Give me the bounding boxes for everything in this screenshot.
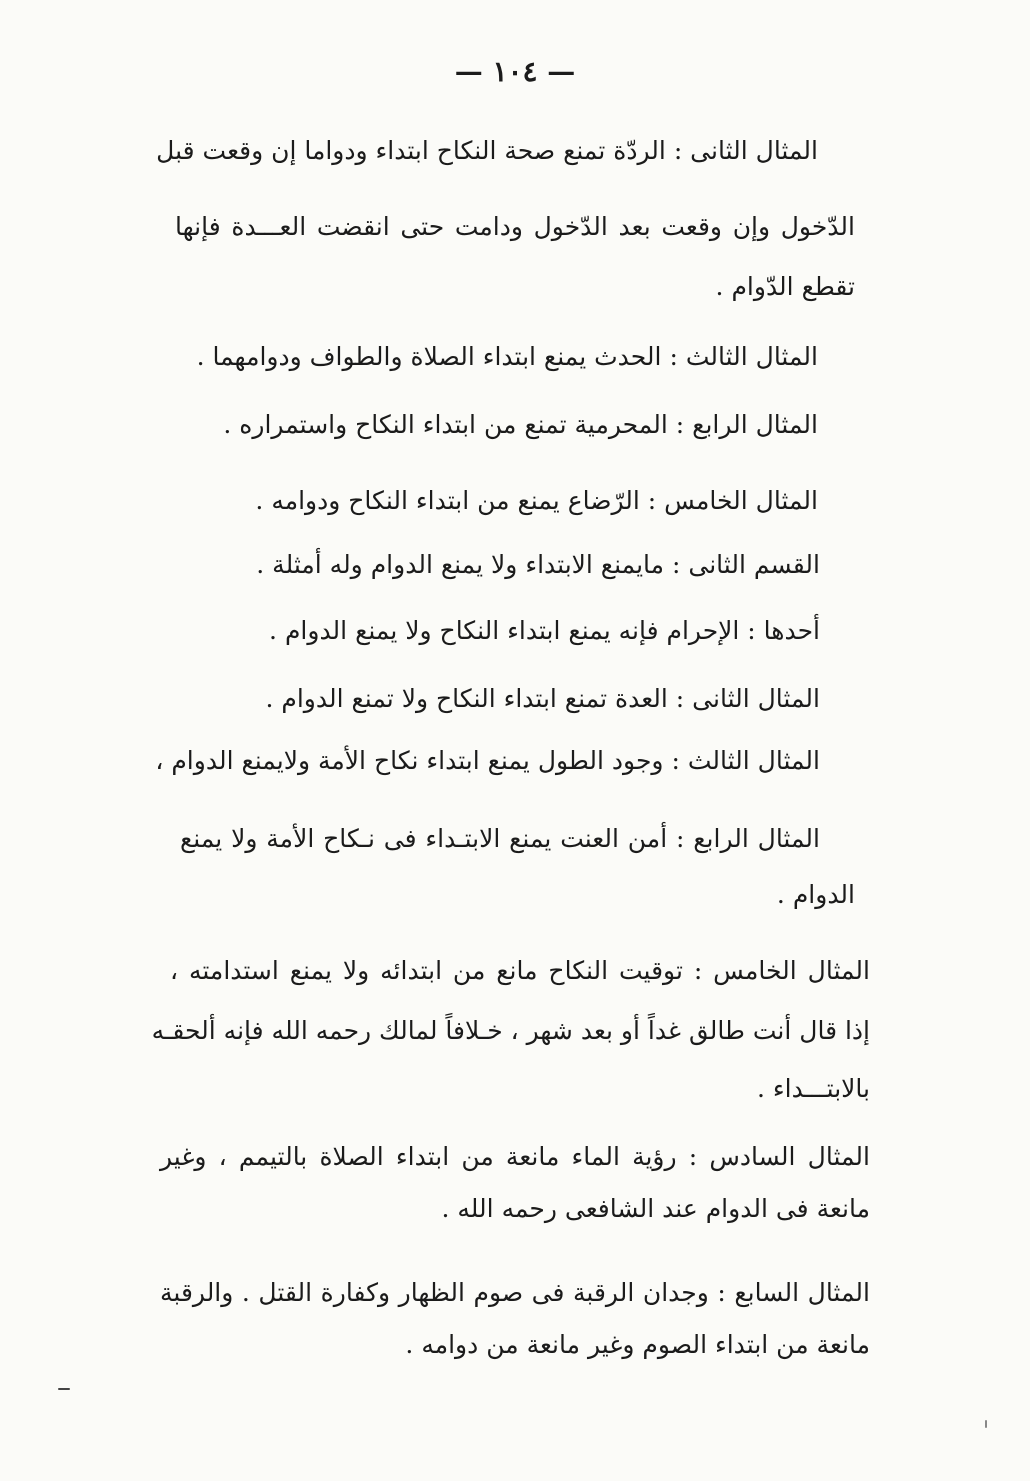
text-line-4: المثال الثالث : الحدث يمنع ابتداء الصلاة والطواف ودوامهما . xyxy=(196,342,818,371)
scan-speck xyxy=(985,1420,987,1428)
text-line-2: الدّخول وإن وقعت بعد الدّخول ودامت حتى انقضت العـــدة فإنها xyxy=(175,212,855,241)
text-line-17: مانعة فى الدوام عند الشافعى رحمه الله . xyxy=(441,1194,870,1223)
text-line-5: المثال الرابع : المحرمية تمنع من ابتداء النكاح واستمراره . xyxy=(223,410,818,439)
text-line-14: إذا قال أنت طالق غداً أو بعد شهر ، خـلافاً لمالك رحمه الله فإنه ألحقـه xyxy=(151,1016,870,1045)
text-line-15: بالابتـــداء . xyxy=(756,1074,870,1103)
text-line-8: أحدها : الإحرام فإنه يمنع ابتداء النكاح ولا يمنع الدوام . xyxy=(269,616,820,645)
text-line-11: المثال الرابع : أمن العنت يمنع الابتـداء فى نـكاح الأمة ولا يمنع xyxy=(180,824,820,853)
text-line-18: المثال السابع : وجدان الرقبة فى صوم الظهار وكفارة القتل . والرقبة xyxy=(160,1278,870,1307)
text-line-1: المثال الثانى : الردّة تمنع صحة النكاح ابتداء ودواما إن وقعت قبل xyxy=(156,136,818,165)
text-line-7: القسم الثانى : مايمنع الابتداء ولا يمنع الدوام وله أمثلة . xyxy=(256,550,820,579)
text-line-9: المثال الثانى : العدة تمنع ابتداء النكاح ولا تمنع الدوام . xyxy=(265,684,820,713)
text-line-10: المثال الثالث : وجود الطول يمنع ابتداء نكاح الأمة ولايمنع الدوام ، xyxy=(155,746,820,775)
text-line-12: الدوام . xyxy=(776,880,855,909)
text-line-13: المثال الخامس : توقيت النكاح مانع من ابتدائه ولا يمنع استدامته ، xyxy=(170,956,870,985)
scan-speck xyxy=(58,1388,70,1390)
page-number: — ١٠٤ — xyxy=(454,55,576,88)
text-line-3: تقطع الدّوام . xyxy=(715,272,855,301)
text-line-6: المثال الخامس : الرّضاع يمنع من ابتداء النكاح ودوامه . xyxy=(255,486,818,515)
text-line-16: المثال السادس : رؤية الماء مانعة من ابتداء الصلاة بالتيمم ، وغير xyxy=(160,1142,870,1171)
text-line-19: مانعة من ابتداء الصوم وغير مانعة من دوامه . xyxy=(405,1330,870,1359)
